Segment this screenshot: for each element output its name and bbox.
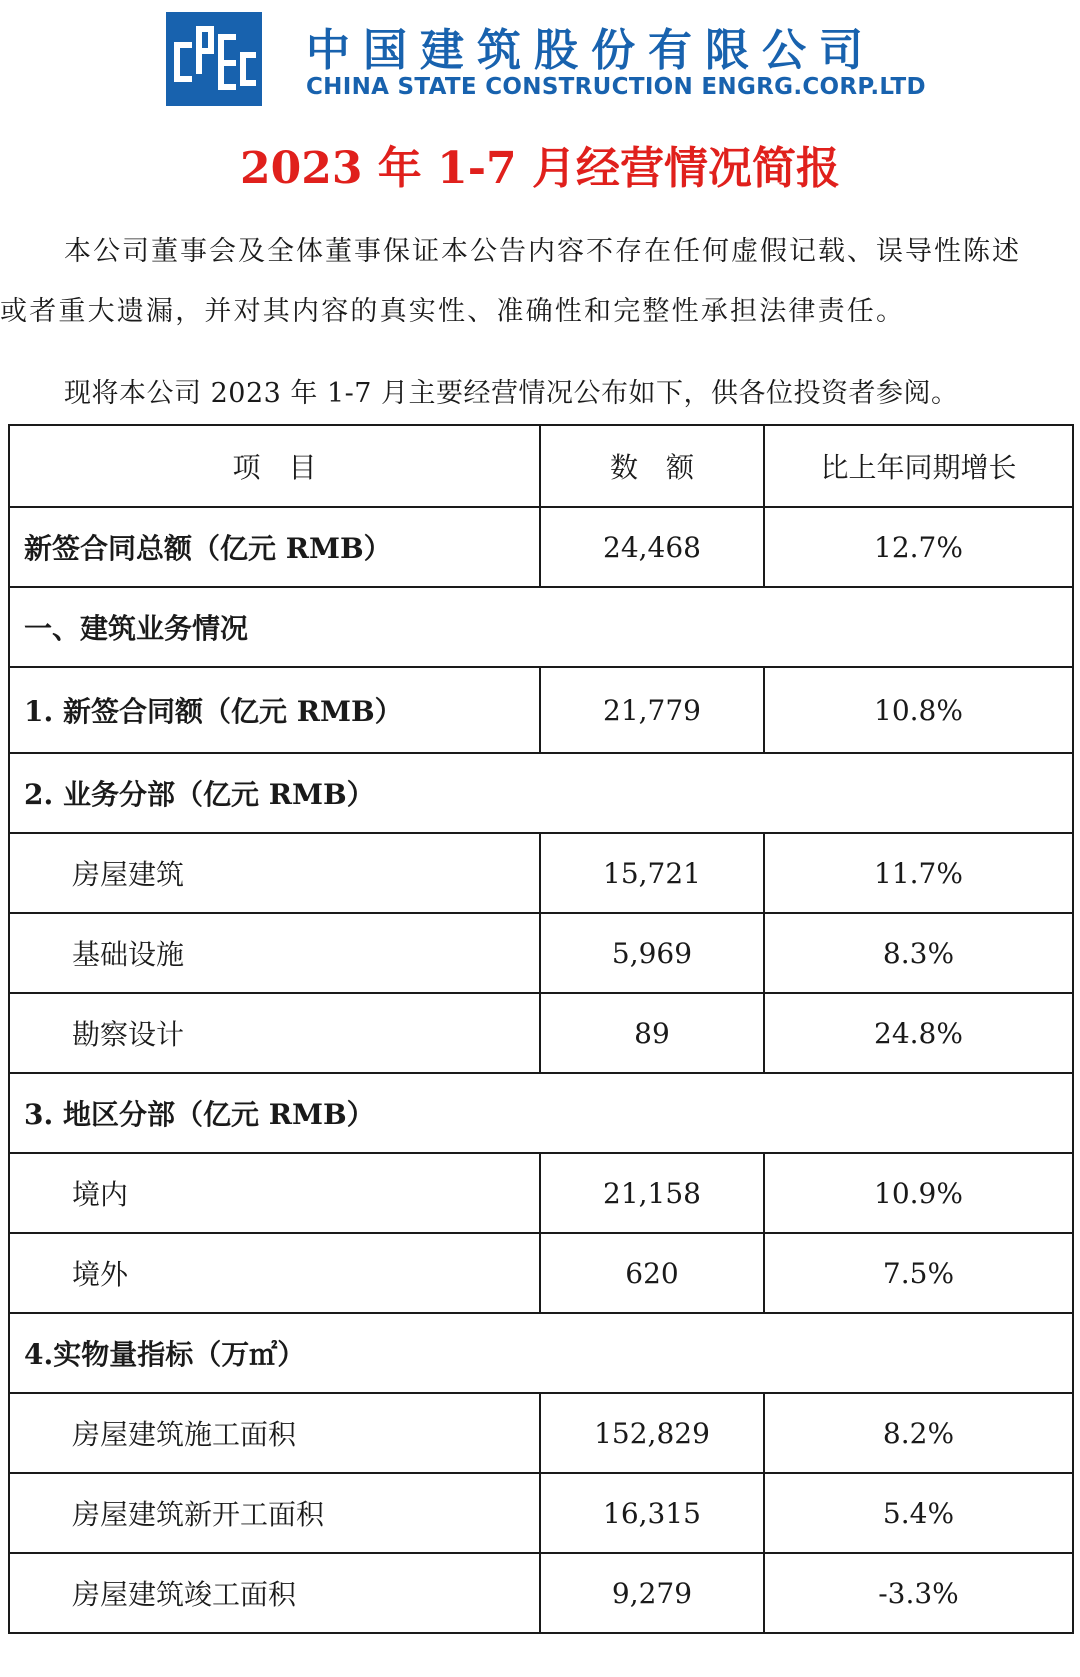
row-item: 境外 <box>9 1233 540 1313</box>
table-row <box>9 1153 1073 1233</box>
table-row <box>9 833 1073 913</box>
row-value: 620 <box>540 1233 764 1313</box>
row-item: 新签合同总额（亿元 RMB） <box>9 507 540 587</box>
company-name-cn: 中国建筑股份有限公司 <box>306 25 876 76</box>
row-growth: 10.9% <box>764 1153 1073 1233</box>
table-row <box>9 1473 1073 1553</box>
table-row <box>9 667 1073 753</box>
row-growth: 5.4% <box>764 1473 1073 1553</box>
row-growth: 10.8% <box>764 667 1073 753</box>
row-growth: 12.7% <box>764 507 1073 587</box>
section-row <box>9 587 1073 667</box>
section-heading: 一、建筑业务情况 <box>9 587 1073 667</box>
section-heading: 2. 业务分部（亿元 RMB） <box>9 753 1073 833</box>
table-row <box>9 1553 1073 1633</box>
row-item: 房屋建筑 <box>9 833 540 913</box>
row-item: 1. 新签合同额（亿元 RMB） <box>9 667 540 753</box>
row-growth: 11.7% <box>764 833 1073 913</box>
row-value: 15,721 <box>540 833 764 913</box>
row-value: 9,279 <box>540 1553 764 1633</box>
table-row <box>9 1393 1073 1473</box>
row-item: 房屋建筑竣工面积 <box>9 1553 540 1633</box>
row-item: 房屋建筑新开工面积 <box>9 1473 540 1553</box>
header-growth: 比上年同期增长 <box>764 425 1073 507</box>
row-growth: 7.5% <box>764 1233 1073 1313</box>
section-row <box>9 1313 1073 1393</box>
table-row <box>9 1233 1073 1313</box>
report-title: 2023 年 1-7 月经营情况简报 <box>240 143 840 194</box>
row-value: 24,468 <box>540 507 764 587</box>
row-value: 21,779 <box>540 667 764 753</box>
row-item: 房屋建筑施工面积 <box>9 1393 540 1473</box>
row-item: 境内 <box>9 1153 540 1233</box>
section-heading: 4.实物量指标（万㎡） <box>9 1313 1073 1393</box>
company-name-en: CHINA STATE CONSTRUCTION ENGRG.CORP.LTD <box>306 74 926 100</box>
row-value: 16,315 <box>540 1473 764 1553</box>
section-row <box>9 753 1073 833</box>
cscec-logo-icon <box>166 12 262 106</box>
row-value: 21,158 <box>540 1153 764 1233</box>
table-row <box>9 913 1073 993</box>
table-row <box>9 993 1073 1073</box>
header-item: 项 目 <box>9 425 540 507</box>
intro-paragraph: 现将本公司 2023 年 1-7 月主要经营情况公布如下，供各位投资者参阅。 <box>64 378 959 409</box>
row-growth: -3.3% <box>764 1553 1073 1633</box>
row-item: 基础设施 <box>9 913 540 993</box>
section-heading: 3. 地区分部（亿元 RMB） <box>9 1073 1073 1153</box>
row-value: 89 <box>540 993 764 1073</box>
disclaimer-line-1: 本公司董事会及全体董事保证本公告内容不存在任何虚假记载、误导性陈述 <box>64 236 1021 267</box>
header-amount: 数 额 <box>540 425 764 507</box>
row-item: 勘察设计 <box>9 993 540 1073</box>
disclaimer-line-2: 或者重大遗漏，并对其内容的真实性、准确性和完整性承担法律责任。 <box>0 296 906 327</box>
operations-table <box>8 424 1074 1634</box>
row-growth: 24.8% <box>764 993 1073 1073</box>
table-header-row <box>9 425 1073 507</box>
row-growth: 8.2% <box>764 1393 1073 1473</box>
section-row <box>9 1073 1073 1153</box>
row-value: 152,829 <box>540 1393 764 1473</box>
table-row <box>9 507 1073 587</box>
company-logo <box>166 12 262 106</box>
row-growth: 8.3% <box>764 913 1073 993</box>
row-value: 5,969 <box>540 913 764 993</box>
